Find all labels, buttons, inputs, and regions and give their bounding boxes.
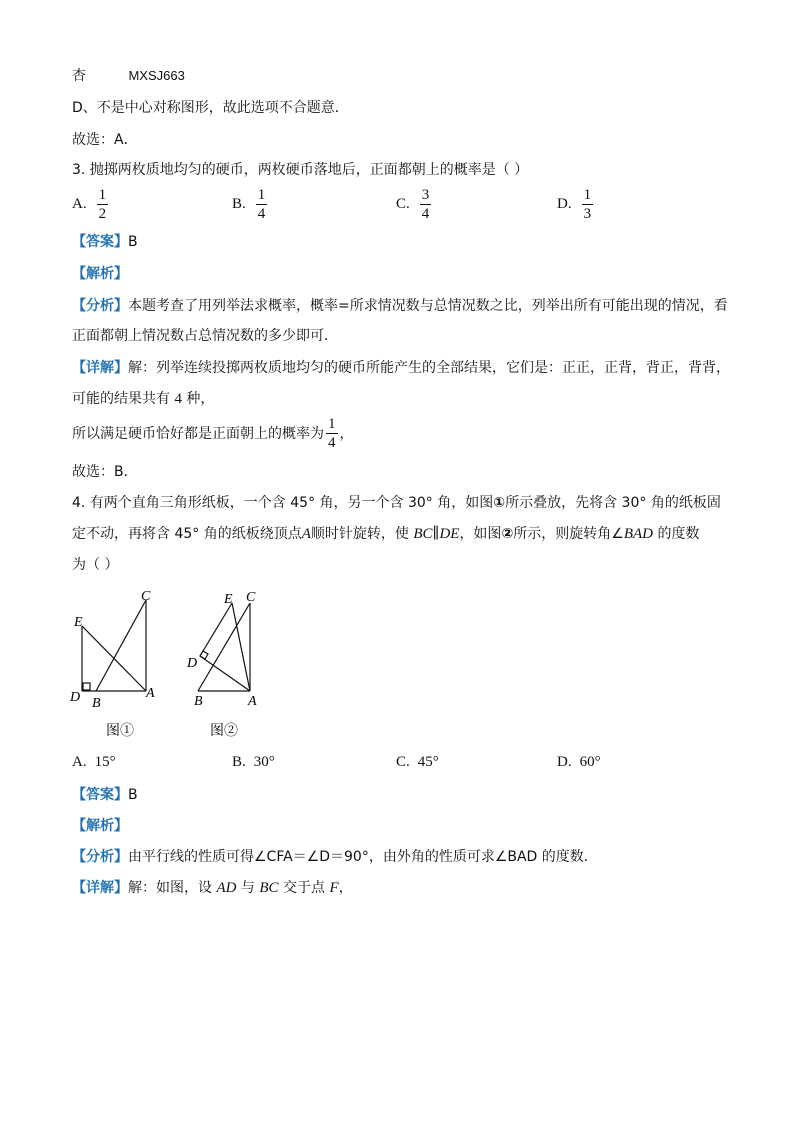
- option-label: D.: [557, 196, 572, 212]
- stem-text: 定不动，再将含 45° 角的纸板绕顶点: [72, 526, 302, 542]
- option-label: C.: [396, 196, 410, 212]
- label-a: A: [248, 694, 257, 709]
- label-c: C: [141, 589, 151, 604]
- figure-2: [180, 583, 280, 743]
- stem-text: 所示叠放，先将含 30° 角的纸板固: [505, 495, 721, 511]
- q3-fenxi-1: [72, 296, 728, 316]
- jiexi-tag: 【解析】: [72, 818, 128, 834]
- top-line: [72, 66, 185, 86]
- detail-number: 4: [174, 391, 182, 407]
- answer-tag: 【答案】: [72, 234, 128, 250]
- q3-answer: [72, 232, 138, 252]
- detail-text: 种，: [186, 391, 215, 407]
- q4-stem-2: [72, 524, 699, 544]
- figure-1: [66, 583, 166, 743]
- q3-option-d: [557, 187, 595, 222]
- option-label: A.: [72, 196, 87, 212]
- label-b: B: [194, 694, 203, 709]
- option-label: A.: [72, 754, 87, 770]
- stem-text: 所示，则旋转角∠: [513, 526, 624, 542]
- figure-caption: 图②: [210, 724, 238, 739]
- stem-text: 顺时针旋转，使: [310, 526, 409, 542]
- label-b: B: [92, 696, 101, 711]
- q3-fenxi-2: 正面都朝上情况数占总情况数的多少即可．: [72, 328, 338, 344]
- option-value: 60°: [579, 754, 601, 770]
- q3-jiexi: [72, 264, 128, 284]
- q3-option-b: [232, 187, 269, 222]
- fenxi-tag: 【分析】: [72, 298, 128, 314]
- detail-text: ，: [339, 425, 354, 442]
- prev-choose: 故选：A．: [72, 132, 138, 148]
- q3-stem: 3. 抛掷两枚质地均匀的硬币，两枚硬币落地后，正面都朝上的概率是（ ）: [72, 162, 529, 178]
- edge-ed: [200, 603, 232, 656]
- detail-text: 与: [240, 880, 255, 896]
- label-e: E: [224, 592, 233, 607]
- answer-tag: 【答案】: [72, 787, 128, 803]
- label-d: D: [70, 690, 81, 705]
- q4-option-c: [396, 754, 439, 771]
- figure-caption: 图①: [106, 724, 134, 739]
- top-char: 杏: [72, 68, 86, 84]
- q4-jiexi: [72, 816, 128, 836]
- edge-da: [200, 656, 250, 691]
- edge-ea: [232, 603, 250, 691]
- fraction: $\frac{1}{3}$: [583, 187, 592, 222]
- fenxi-text: 本题考查了用列举法求概率，概率=所求情况数与总情况数之比，列举出所有可能出现的情况，看: [128, 298, 728, 314]
- right-angle-mark: [83, 683, 90, 690]
- fraction: $\frac{3}{4}$: [421, 187, 430, 222]
- option-label: B.: [232, 196, 246, 212]
- prev-d-line: D、不是中心对称图形，故此选项不合题意．: [72, 100, 349, 116]
- q4-detail: [72, 878, 353, 898]
- option-label: C.: [396, 754, 410, 770]
- q3-option-a: [72, 187, 110, 222]
- q4-stem-3: 为（ ）: [72, 557, 119, 573]
- xiangjie-tag: 【详解】: [72, 880, 128, 896]
- circled-two: ②: [501, 526, 514, 542]
- parallel-expr: BC∥DE: [413, 526, 460, 542]
- q4-answer: [72, 785, 138, 805]
- q4-option-a: [72, 754, 116, 771]
- option-value: 45°: [417, 754, 439, 770]
- fenxi-tag: 【分析】: [72, 849, 128, 865]
- q3-detail-1: [72, 358, 730, 378]
- point-f: F: [329, 880, 339, 896]
- fraction: $\frac{1}{2}$: [98, 187, 107, 222]
- angle-bad: BAD: [623, 526, 654, 542]
- detail-text: ，: [338, 880, 353, 896]
- q4-option-b: [232, 754, 275, 771]
- detail-text: 所以满足硬币恰好都是正面朝上的概率为: [72, 425, 324, 442]
- stem-text: 4. 有两个直角三角形纸板，一个含 45° 角，另一个含 30° 角，如图: [72, 495, 494, 511]
- label-a: A: [146, 686, 155, 701]
- right-angle-mark: [200, 651, 208, 659]
- q4-option-d: [557, 754, 601, 771]
- label-d: D: [187, 656, 198, 671]
- top-code: MXSJ663: [128, 68, 185, 83]
- label-c: C: [246, 590, 256, 605]
- fraction: $\frac{1}{4}$: [257, 187, 266, 222]
- point-a: A: [301, 526, 311, 542]
- jiexi-tag: 【解析】: [72, 266, 128, 282]
- answer-value: B: [128, 787, 138, 803]
- option-label: D.: [557, 754, 572, 770]
- stem-text: 的度数: [657, 526, 700, 542]
- q3-detail-2: [72, 389, 214, 409]
- fenxi-text: 由平行线的性质可得∠CFA＝∠D＝90°，由外角的性质可求∠BAD 的度数．: [128, 849, 598, 865]
- edge-cb: [96, 600, 146, 691]
- detail-text: 解：如图，设: [128, 880, 212, 896]
- circled-one: ①: [493, 495, 506, 511]
- segment-ad: AD: [216, 880, 237, 896]
- fraction: $\frac{1}{4}$: [328, 416, 336, 451]
- detail-text: 解：列举连续投掷两枚质地均匀的硬币所能产生的全部结果，它们是：正正，正背，背正，背背，: [128, 360, 730, 376]
- segment-bc: BC: [259, 880, 279, 896]
- xiangjie-tag: 【详解】: [72, 360, 128, 376]
- option-label: B.: [232, 754, 246, 770]
- answer-value: B: [128, 234, 138, 250]
- q4-stem-1: [72, 493, 721, 513]
- detail-text: 交于点: [282, 880, 325, 896]
- detail-text: 可能的结果共有: [72, 391, 170, 407]
- stem-text: ，如图: [459, 526, 502, 542]
- option-value: 30°: [253, 754, 275, 770]
- q3-detail-3: [72, 416, 354, 451]
- option-value: 15°: [94, 754, 116, 770]
- label-e: E: [74, 615, 83, 630]
- q4-fenxi: [72, 847, 598, 867]
- q3-choose: 故选：B．: [72, 464, 138, 480]
- q3-option-c: [396, 187, 433, 222]
